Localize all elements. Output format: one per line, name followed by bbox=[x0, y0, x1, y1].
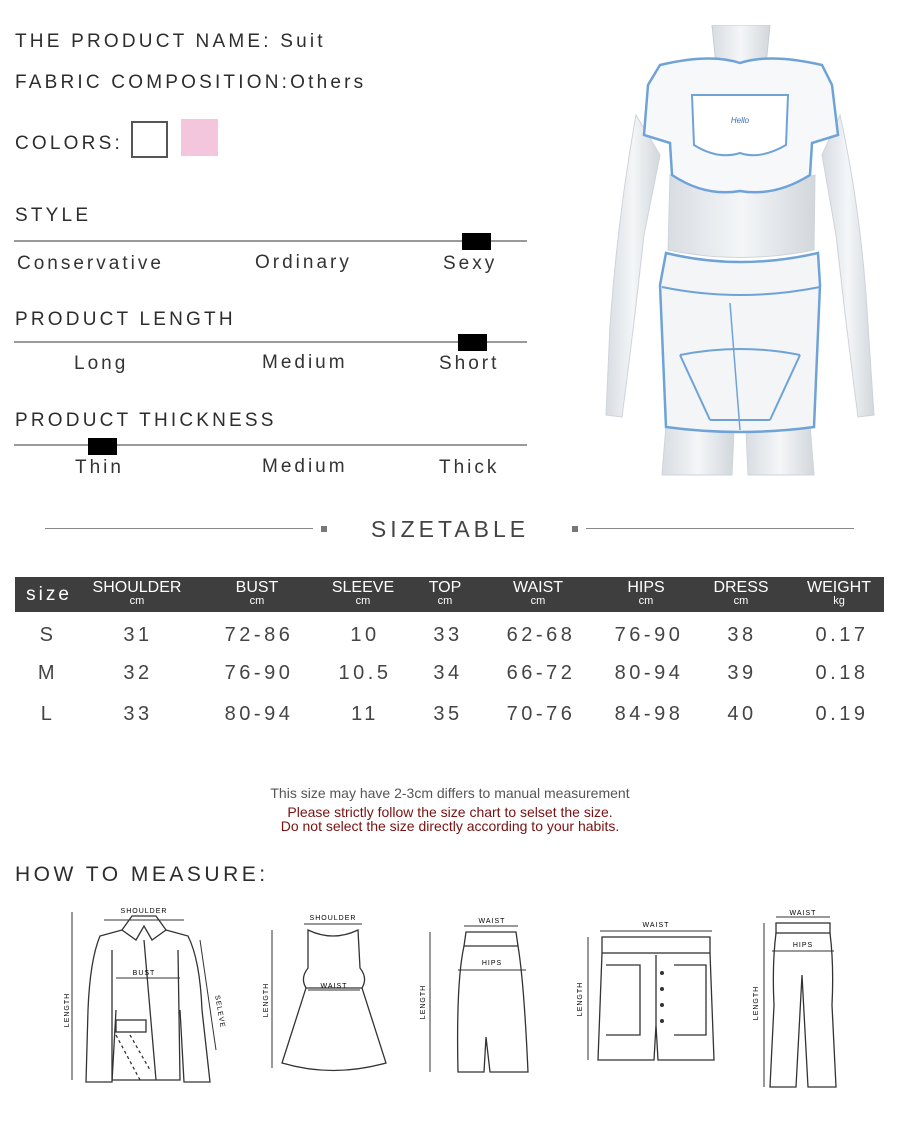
fabric-value: Others bbox=[290, 72, 367, 93]
shorts-length-label: LENGTH bbox=[577, 981, 584, 1017]
thickness-label-medium: Medium bbox=[262, 456, 348, 477]
color-swatch-white[interactable] bbox=[131, 121, 168, 158]
header-hips: HIPS cm bbox=[627, 579, 665, 607]
sizetable-rule-left bbox=[45, 528, 313, 529]
cell-waist: 70-76 bbox=[506, 703, 576, 725]
sizetable-dot-left bbox=[321, 526, 327, 532]
pants-hips-label: HIPS bbox=[792, 942, 814, 949]
pants-waist-label: WAIST bbox=[789, 910, 817, 917]
header-waist: WAIST cm bbox=[512, 579, 564, 607]
jacket-length-label: LENGTH bbox=[64, 992, 71, 1028]
cell-size: M bbox=[37, 662, 59, 684]
dress-length-label: LENGTH bbox=[263, 982, 270, 1018]
cell-sleeve: 11 bbox=[351, 703, 379, 725]
cell-weight: 0.18 bbox=[815, 662, 869, 684]
cell-bust: 76-90 bbox=[224, 662, 294, 684]
fabric-row bbox=[15, 72, 366, 94]
pants-length-label: LENGTH bbox=[753, 985, 760, 1021]
header-weight: WEIGHT kg bbox=[807, 579, 871, 607]
cell-hips: 76-90 bbox=[614, 624, 684, 646]
skirt-length-label: LENGTH bbox=[420, 984, 427, 1020]
skirt-hips-label: HIPS bbox=[481, 960, 503, 967]
thickness-title: PRODUCT THICKNESS bbox=[15, 410, 277, 431]
color-swatch-pink[interactable] bbox=[181, 119, 218, 156]
cell-bust: 80-94 bbox=[224, 703, 294, 725]
cell-dress: 38 bbox=[727, 624, 757, 646]
product-name-label: THE PRODUCT NAME: bbox=[15, 31, 281, 52]
photo-logo-text: Hello bbox=[730, 116, 750, 125]
cell-shoulder: 31 bbox=[123, 624, 153, 646]
dress-waist-label: WAIST bbox=[320, 983, 348, 990]
thickness-label-thick: Thick bbox=[439, 457, 500, 478]
skirt-diagram bbox=[410, 912, 540, 1082]
jacket-sleeve-label: SELEVE bbox=[213, 994, 226, 1029]
header-shoulder: SHOULDER cm bbox=[92, 579, 182, 607]
colors-label: COLORS: bbox=[15, 133, 123, 154]
header-size: size bbox=[26, 584, 72, 605]
pants-diagram bbox=[740, 905, 850, 1095]
cell-weight: 0.19 bbox=[815, 703, 869, 725]
note-measurement: This size may have 2-3cm differs to manual measurement bbox=[270, 785, 630, 801]
cell-waist: 66-72 bbox=[506, 662, 576, 684]
dress-diagram bbox=[258, 908, 398, 1078]
cell-top: 33 bbox=[433, 624, 463, 646]
style-label-sexy: Sexy bbox=[443, 253, 498, 274]
header-bust: BUST cm bbox=[235, 579, 279, 607]
jacket-diagram bbox=[60, 900, 230, 1090]
size-table-header bbox=[15, 577, 884, 612]
style-title: STYLE bbox=[15, 205, 92, 226]
style-marker bbox=[462, 233, 491, 250]
header-dress: DRESS cm bbox=[713, 579, 769, 607]
sizetable-title: SIZETABLE bbox=[370, 516, 530, 542]
how-to-measure-title: HOW TO MEASURE: bbox=[15, 863, 269, 886]
style-label-ordinary: Ordinary bbox=[255, 252, 352, 273]
cell-weight: 0.17 bbox=[815, 624, 869, 646]
length-label-short: Short bbox=[439, 353, 500, 374]
cell-size: S bbox=[39, 624, 57, 646]
length-title: PRODUCT LENGTH bbox=[15, 309, 236, 330]
length-label-medium: Medium bbox=[262, 352, 348, 373]
note-habits: Do not select the size directly according to your habits. bbox=[280, 818, 620, 834]
header-sleeve: SLEEVE cm bbox=[331, 579, 395, 607]
product-name-value: Suit bbox=[280, 31, 326, 52]
cell-size: L bbox=[40, 703, 56, 725]
skirt-waist-label: WAIST bbox=[478, 918, 506, 925]
cell-shoulder: 33 bbox=[123, 703, 153, 725]
sizetable-dot-right bbox=[572, 526, 578, 532]
fabric-label: FABRIC COMPOSITION: bbox=[15, 72, 291, 93]
length-label-long: Long bbox=[74, 353, 129, 374]
cell-top: 34 bbox=[433, 662, 463, 684]
product-photo bbox=[600, 25, 885, 480]
shorts-waist-label: WAIST bbox=[642, 922, 670, 929]
cell-bust: 72-86 bbox=[224, 624, 294, 646]
cell-top: 35 bbox=[433, 703, 463, 725]
thickness-label-thin: Thin bbox=[75, 457, 124, 478]
cell-shoulder: 32 bbox=[123, 662, 153, 684]
sizetable-rule-right bbox=[586, 528, 854, 529]
cell-waist: 62-68 bbox=[506, 624, 576, 646]
jacket-bust-label: BUST bbox=[132, 970, 156, 977]
header-top: TOP cm bbox=[428, 579, 462, 607]
shorts-diagram bbox=[570, 915, 720, 1070]
jacket-shoulder-label: SHOULDER bbox=[120, 908, 168, 915]
length-marker bbox=[458, 334, 487, 351]
cell-dress: 39 bbox=[727, 662, 757, 684]
cell-dress: 40 bbox=[727, 703, 757, 725]
note-follow-chart: Please strictly follow the size chart to selset the size. bbox=[287, 804, 613, 820]
style-scale-line bbox=[14, 240, 527, 242]
product-name-row bbox=[15, 31, 326, 53]
cell-sleeve: 10.5 bbox=[338, 662, 392, 684]
dress-shoulder-label: SHOULDER bbox=[309, 915, 357, 922]
cell-hips: 84-98 bbox=[614, 703, 684, 725]
style-label-conservative: Conservative bbox=[17, 253, 164, 274]
thickness-marker bbox=[88, 438, 117, 455]
cell-hips: 80-94 bbox=[614, 662, 684, 684]
length-scale-line bbox=[14, 341, 527, 343]
cell-sleeve: 10 bbox=[350, 624, 380, 646]
